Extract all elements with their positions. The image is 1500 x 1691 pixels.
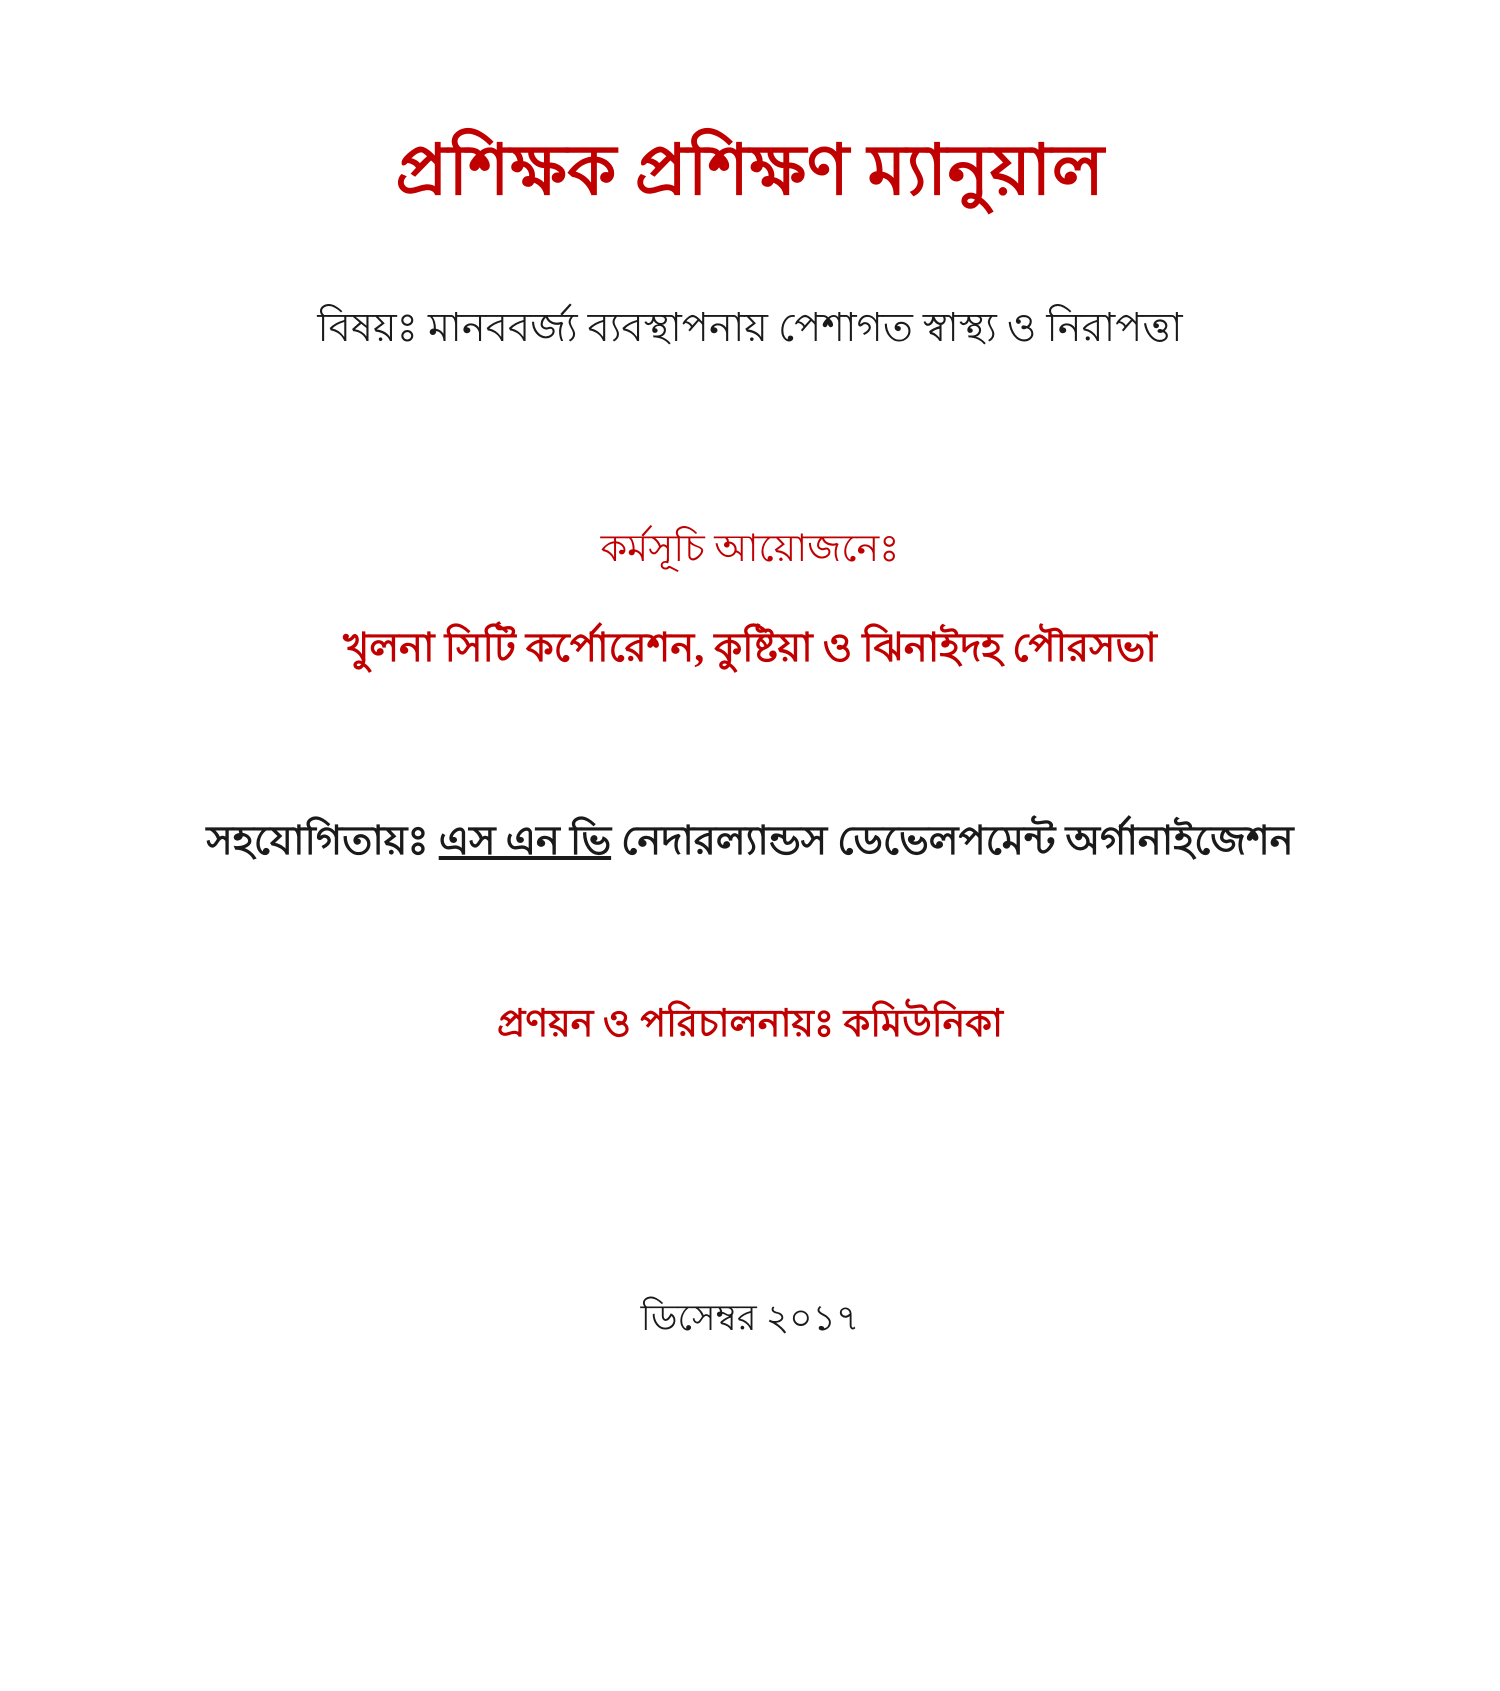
publication-date: ডিসেম্বর ২০১৭ bbox=[640, 1298, 860, 1338]
support-label: সহযোগিতায়ঃ bbox=[206, 818, 439, 863]
support-organization-name: এস এন ভি bbox=[438, 818, 612, 863]
page-subtitle: বিষয়ঃ মানববর্জ্য ব্যবস্থাপনায় পেশাগত স্বাস্থ্য ও নিরাপত্তা bbox=[317, 305, 1183, 350]
prepared-by-line: প্রণয়ন ও পরিচালনায়ঃ কমিউনিকা bbox=[497, 1003, 1003, 1045]
support-organization-rest: নেদারল্যান্ডস ডেভেলপমেন্ট অর্গানাইজেশন bbox=[611, 818, 1294, 863]
organizer-value: খুলনা সিটি কর্পোরেশন, কুষ্টিয়া ও ঝিনাইদহ পৌরসভা bbox=[343, 625, 1157, 670]
support-line bbox=[0, 815, 1500, 867]
organizer-label: কর্মসূচি আয়োজনেঃ bbox=[600, 528, 900, 570]
page-title: প্রশিক্ষক প্রশিক্ষণ ম্যানুয়াল bbox=[395, 133, 1105, 210]
